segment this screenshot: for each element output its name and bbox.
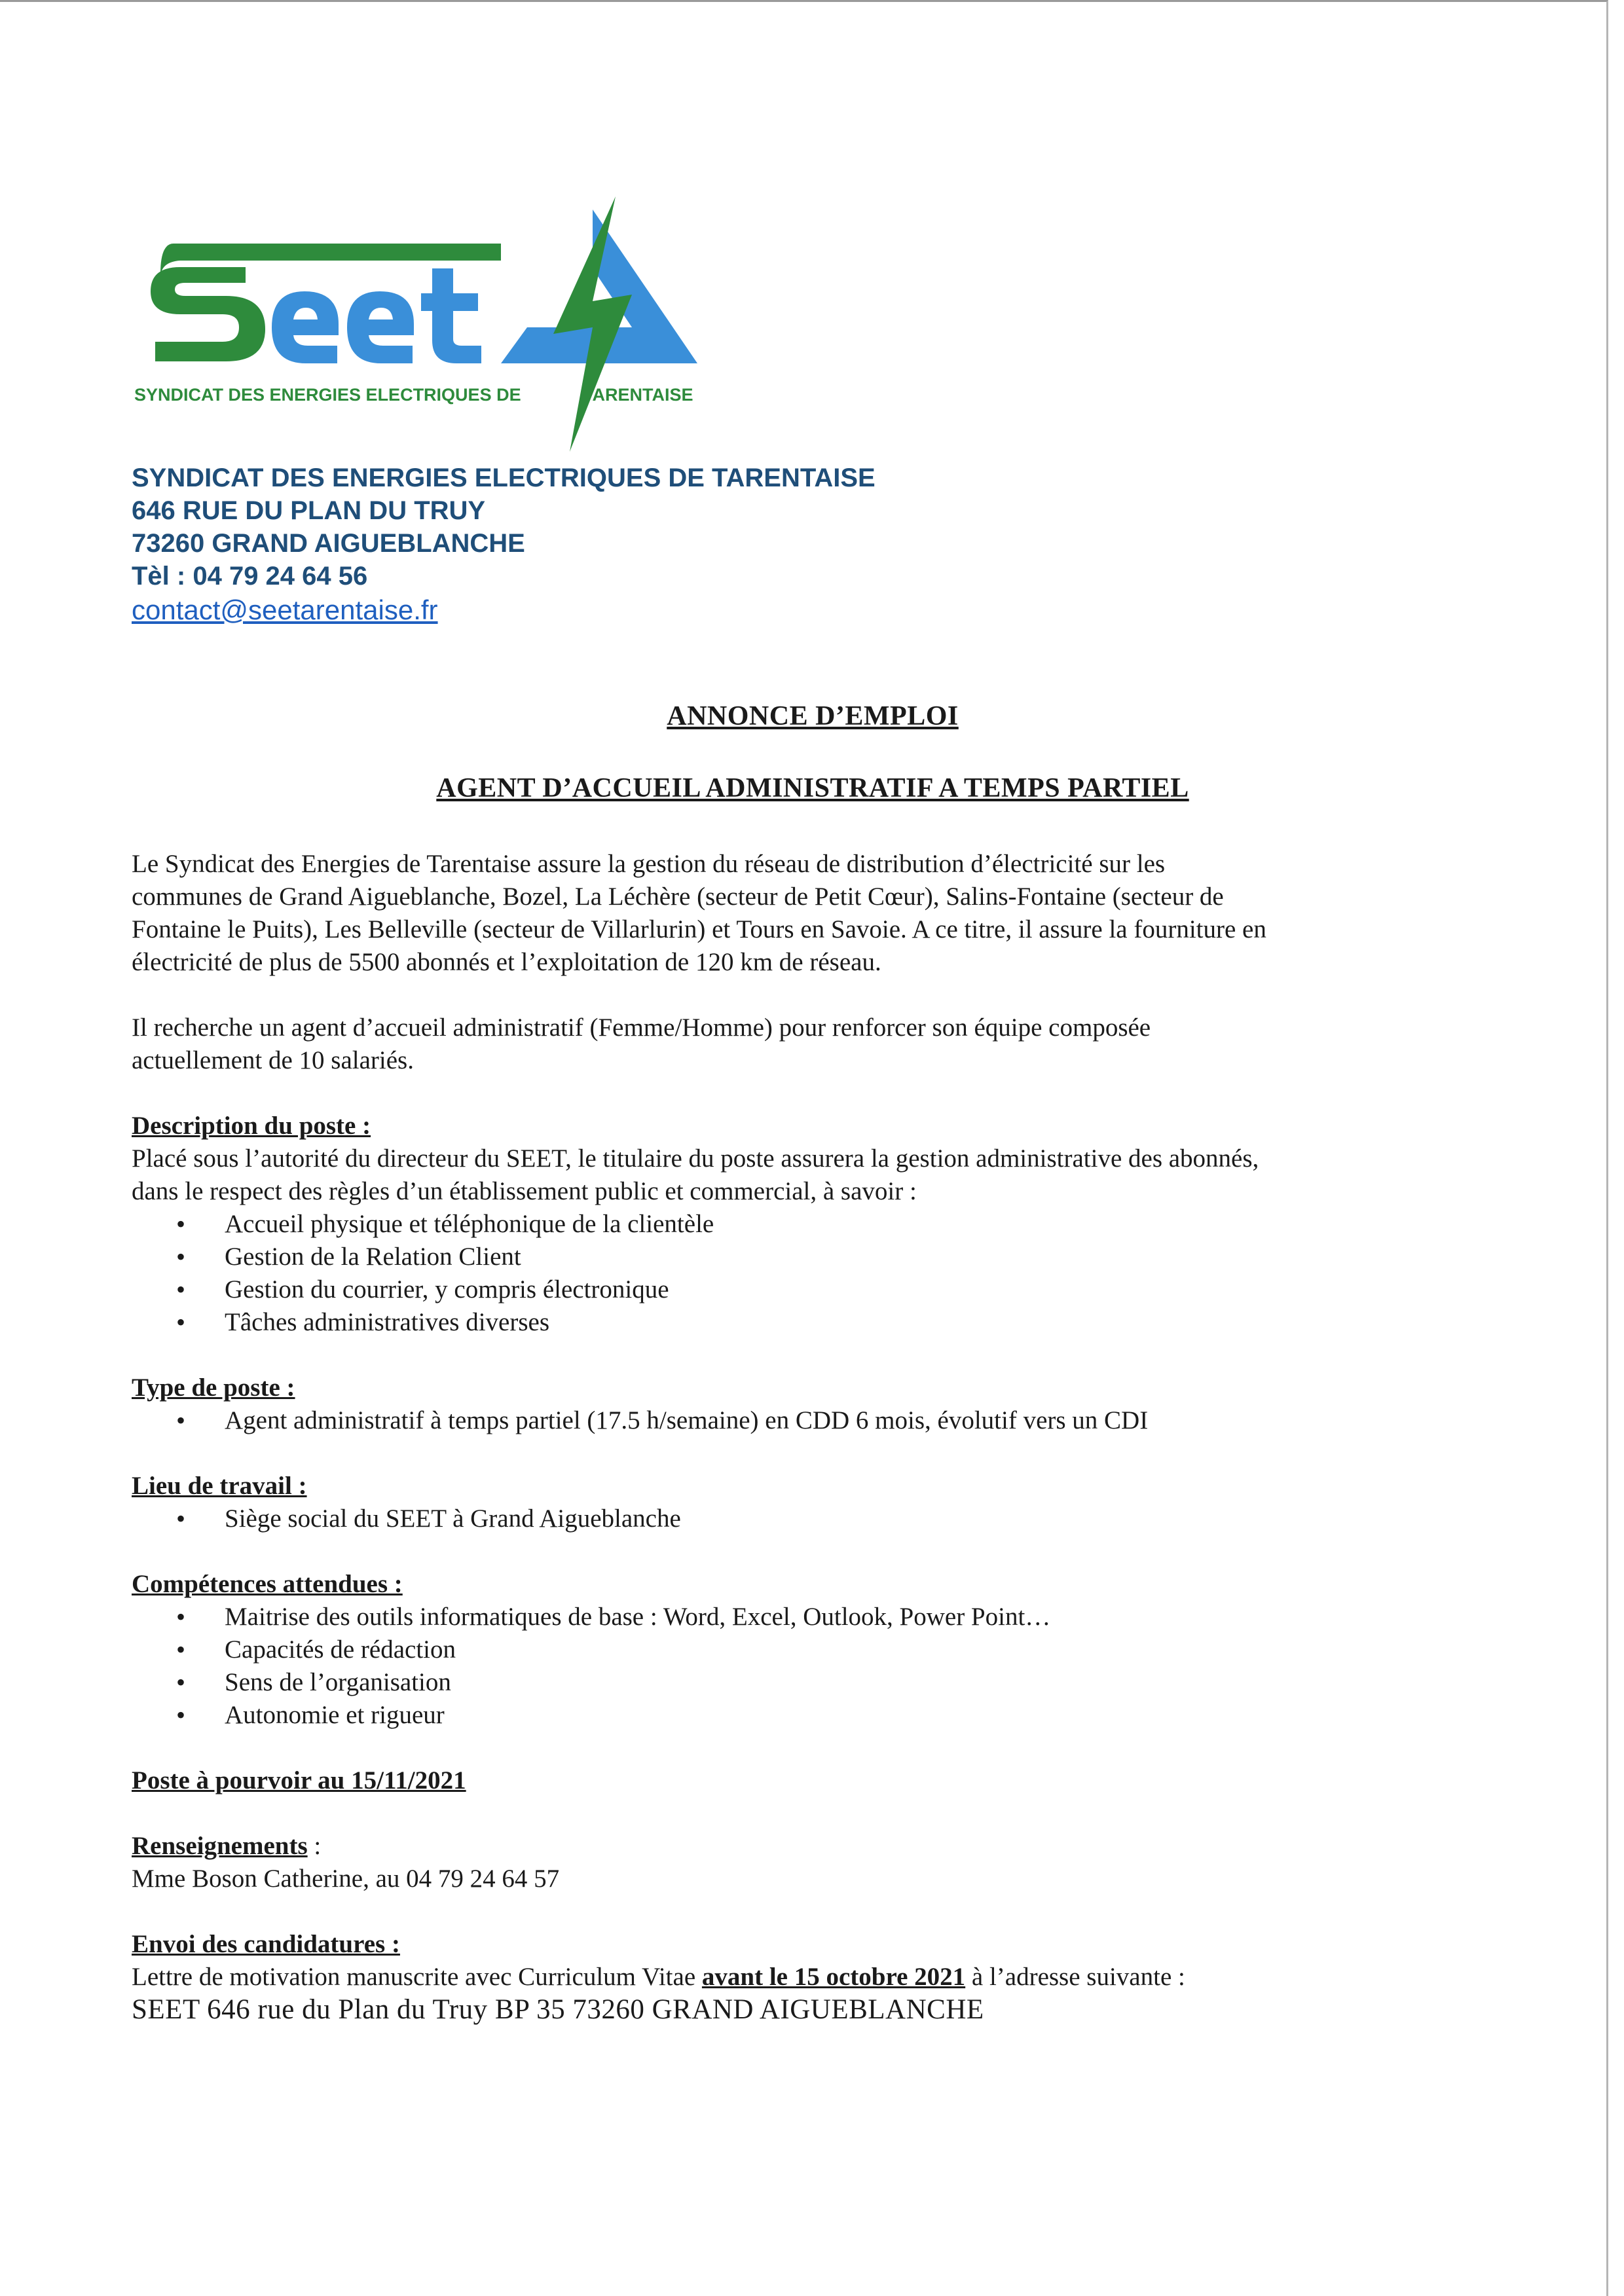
- intro-line-1: Le Syndicat des Energies de Tarentaise assure la gestion du réseau de distribution d’électricité sur les: [132, 850, 1166, 878]
- lieu-heading: Lieu de travail :: [132, 1472, 307, 1500]
- org-phone: Tèl : 04 79 24 64 56: [132, 562, 368, 591]
- envoi-line: [132, 1961, 1494, 1994]
- search-line-2: actuellement de 10 salariés.: [132, 1046, 414, 1074]
- intro-line-2: communes de Grand Aigueblanche, Bozel, La Léchère (secteur de Petit Cœur), Salins-Fontaine (secteur de: [132, 883, 1224, 911]
- list-item: • Sens de l’organisation: [132, 1666, 1494, 1699]
- list-item: • Tâches administratives diverses: [132, 1306, 1494, 1339]
- seet-logo-graphic: [134, 196, 710, 458]
- competences-list: [132, 1601, 1494, 1732]
- logo-tagline-right: TARENTAISE: [583, 385, 693, 405]
- org-city: 73260 GRAND AIGUEBLANCHE: [132, 529, 525, 558]
- list-item: • Autonomie et rigueur: [132, 1699, 1494, 1732]
- envoi-heading: Envoi des candidatures :: [132, 1930, 400, 1958]
- list-item: • Accueil physique et téléphonique de la clientèle: [132, 1208, 1494, 1241]
- envoi-text-after: à l’adresse suivante :: [965, 1963, 1185, 1991]
- list-item: • Siège social du SEET à Grand Aigueblanche: [132, 1503, 1494, 1535]
- document-title: ANNONCE D’EMPLOI: [667, 701, 959, 731]
- renseignements-colon: :: [307, 1832, 322, 1860]
- renseignements-heading: Renseignements: [132, 1832, 308, 1860]
- seet-logo: [134, 196, 710, 458]
- envoi-deadline: avant le 15 octobre 2021: [701, 1963, 966, 1991]
- competences-heading: Compétences attendues :: [132, 1570, 403, 1598]
- description-list: [132, 1208, 1494, 1339]
- logo-tagline-left: SYNDICAT DES ENERGIES ELECTRIQUES DE: [134, 385, 521, 405]
- list-item: • Gestion de la Relation Client: [132, 1241, 1494, 1273]
- search-line-1: Il recherche un agent d’accueil administratif (Femme/Homme) pour renforcer son équipe composée: [132, 1013, 1151, 1042]
- poste-date: Poste à pourvoir au 15/11/2021: [132, 1766, 466, 1795]
- intro-line-3: Fontaine le Puits), Les Belleville (secteur de Villarlurin) et Tours en Savoie. A ce titre, il assure la fourniture en: [132, 915, 1266, 943]
- envoi-text-before: Lettre de motivation manuscrite avec Curriculum Vitae: [132, 1963, 702, 1991]
- envoi-address: SEET 646 rue du Plan du Truy BP 35 73260 GRAND AIGUEBLANCHE: [132, 1994, 984, 2025]
- org-street: 646 RUE DU PLAN DU TRUY: [132, 496, 486, 525]
- org-name: SYNDICAT DES ENERGIES ELECTRIQUES DE TARENTAISE: [132, 464, 876, 492]
- description-line-1: Placé sous l’autorité du directeur du SEET, le titulaire du poste assurera la gestion administrative des abonnés,: [132, 1144, 1259, 1173]
- org-header: [132, 462, 876, 627]
- description-line-2: dans le respect des règles d’un établissement public et commercial, à savoir :: [132, 1177, 917, 1205]
- lieu-list: [132, 1503, 1494, 1535]
- type-list: [132, 1404, 1494, 1437]
- list-item: • Agent administratif à temps partiel (17.5 h/semaine) en CDD 6 mois, évolutif vers un CDI: [132, 1404, 1494, 1437]
- list-item: • Maitrise des outils informatiques de base : Word, Excel, Outlook, Power Point…: [132, 1601, 1494, 1633]
- org-email-link[interactable]: contact@seetarentaise.fr: [132, 594, 438, 625]
- list-item: • Capacités de rédaction: [132, 1633, 1494, 1666]
- document-subtitle: AGENT D’ACCUEIL ADMINISTRATIF A TEMPS PARTIEL: [436, 773, 1189, 803]
- type-heading: Type de poste :: [132, 1374, 295, 1402]
- intro-line-4: électricité de plus de 5500 abonnés et l’exploitation de 120 km de réseau.: [132, 948, 881, 976]
- list-item: • Gestion du courrier, y compris électronique: [132, 1273, 1494, 1306]
- renseignements-contact: Mme Boson Catherine, au 04 79 24 64 57: [132, 1865, 560, 1893]
- document-body: [132, 848, 1494, 2026]
- description-heading: Description du poste :: [132, 1112, 371, 1140]
- renseignements-line: [132, 1830, 1494, 1863]
